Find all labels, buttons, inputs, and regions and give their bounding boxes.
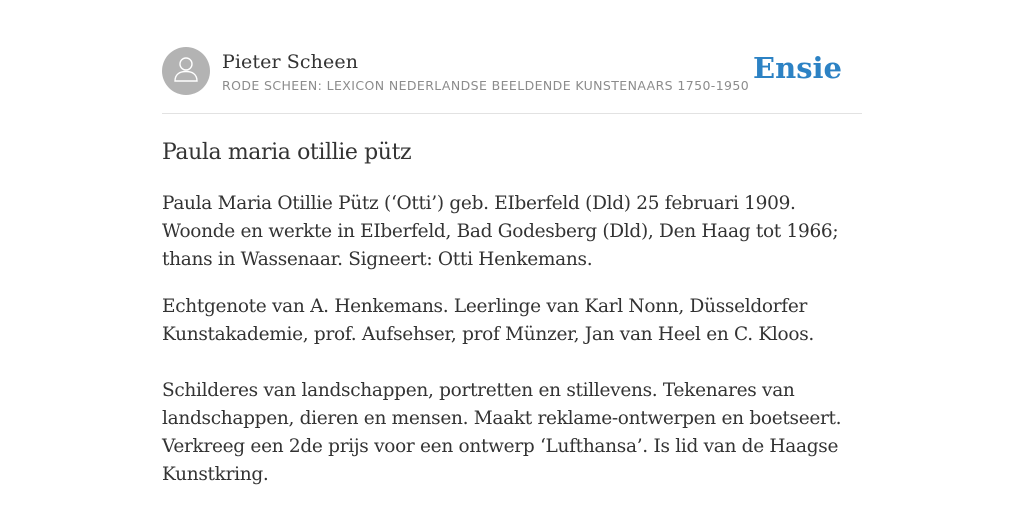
article-container	[162, 46, 862, 489]
source-title[interactable]: RODE SCHEEN: LEXICON NEDERLANDSE BEELDENDE KUNSTENAARS 1750-1950	[222, 77, 750, 93]
paragraph-2: Echtgenote van A. Henkemans. Leerlinge van Karl Nonn, Düsseldorfer Kunstakademie, prof. Aufsehser, prof Münzer, Jan van Heel en C. Kloos.	[162, 296, 814, 345]
user-icon	[173, 55, 199, 88]
page-title: Paula maria otillie pütz	[162, 140, 412, 165]
header-divider	[162, 113, 862, 114]
paragraph-3: Schilderes van landschappen, portretten en stillevens. Tekenares van landschappen, dieren en mensen. Maakt reklame-ontwerpen en boetseert. Verkreeg een 2de prijs voor een ontwerp ‘Lufthansa’. Is lid van de Haagse Kunstkring.	[162, 380, 842, 485]
avatar[interactable]	[162, 47, 210, 95]
ensie-logo[interactable]: Ensie	[753, 51, 842, 85]
author-block	[222, 50, 749, 93]
article-header	[162, 46, 862, 96]
author-name[interactable]: Pieter Scheen	[222, 50, 359, 73]
paragraph-1: Paula Maria Otillie Pütz (‘Otti’) geb. EIberfeld (Dld) 25 februari 1909. Woonde en werkte in EIberfeld, Bad Godesberg (Dld), Den Haag tot 1966; thans in Wassenaar. Signeert: Otti Henkemans.	[162, 193, 839, 270]
